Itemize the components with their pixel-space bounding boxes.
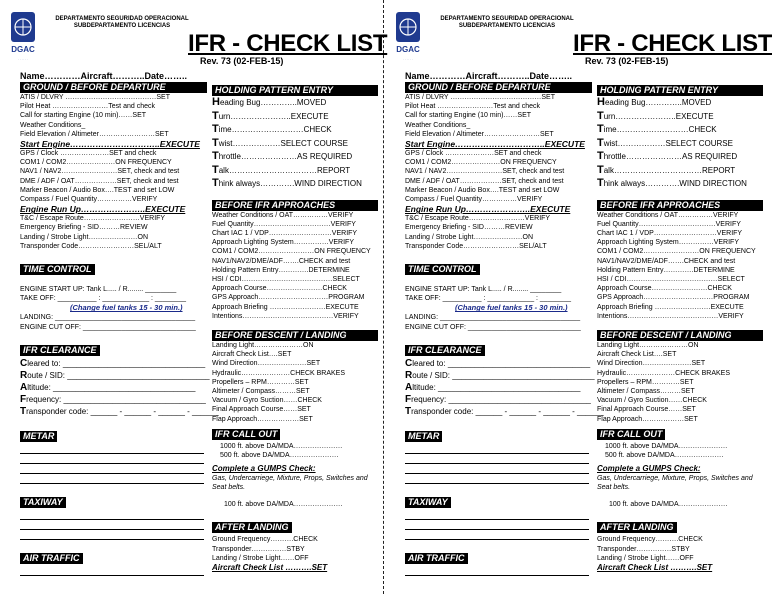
- checklist-item: Fuel Quantity……………………………VERIFY: [212, 220, 356, 228]
- mnemonic-item: [212, 150, 378, 164]
- mnemonic-item: [405, 369, 595, 382]
- mnemonic-text: alk……………………………REPORT: [603, 165, 736, 175]
- checklist-item: Fuel Quantity……………………………VERIFY: [597, 220, 741, 228]
- checklist-item: T&C / Escape Route……………………VERIFY: [405, 215, 551, 223]
- section-holding-pattern: HOLDING PATTERN ENTRY: [212, 85, 378, 96]
- code-separator: -: [538, 406, 541, 416]
- checklist-item: Altimeter / Compass………SET: [212, 387, 310, 395]
- checklist-item: Holding Pattern Entry………….DETERMINE: [212, 266, 350, 274]
- checklist-item: COM1 / COM2……………………ON FREQUENCY: [212, 248, 371, 256]
- section-air-traffic: AIR TRAFFIC: [405, 553, 468, 564]
- clearance-items: [20, 357, 219, 418]
- checklist-copy-right: [385, 0, 772, 594]
- checklist-item: Approach Briefing ……………………EXECUTE: [212, 303, 359, 311]
- run-up-heading: Engine Run Up…………………..EXECUTE: [20, 204, 186, 215]
- engine-start-line: ENGINE START UP: Tank L..... / R........ ________: [405, 286, 562, 294]
- checklist-item: Wind Direction…………………SET: [597, 360, 706, 368]
- fill-line: ________________________________: [61, 394, 206, 404]
- checklist-item: GPS / Clock …………………SET and check: [20, 150, 157, 158]
- checklist-item: Chart IAC 1 / VDP………………………VERIFY: [212, 229, 358, 237]
- checklist-item: Approach Briefing ……………………EXECUTE: [597, 303, 744, 311]
- revision-label: Rev. 73 (02-FEB-15): [200, 56, 284, 66]
- fill-line: ________________________________: [450, 370, 595, 380]
- engine-start-line: ENGINE START UP: Tank L..... / R........ ________: [20, 286, 177, 294]
- checklist-item: Approach Lighting System……………VERIFY: [212, 239, 354, 247]
- left-column: [405, 71, 604, 576]
- callout-items: [597, 442, 763, 460]
- mnemonic-text: requency:: [26, 394, 62, 404]
- section-ifr-clearance: IFR CLEARANCE: [405, 345, 485, 356]
- runup-items: [20, 214, 207, 251]
- section-time-control: TIME CONTROL: [405, 264, 480, 275]
- mnemonic-text: ime………………………CHECK: [218, 125, 332, 134]
- checklist-item: Transponder Code……………………SEL/ALT: [405, 242, 547, 250]
- checklist-item: Holding Pattern Entry………….DETERMINE: [597, 266, 735, 274]
- checklist-item: Compass / Fuel Quantity……………VERIFY: [405, 196, 543, 204]
- section-taxiway: TAXIWAY: [20, 497, 66, 508]
- mnemonic-item: Transponder code: ______ - ______ - ______ - ______: [20, 405, 219, 417]
- section-taxiway: TAXIWAY: [405, 497, 451, 508]
- mnemonic-item: [597, 164, 763, 178]
- mnemonic-item: [20, 382, 207, 394]
- section-before-descent: BEFORE DESCENT / LANDING: [597, 330, 763, 341]
- code-separator: -: [187, 406, 190, 416]
- mnemonic-item: [597, 123, 763, 137]
- runup-items: [405, 214, 592, 251]
- callout-100ft: 100 ft. above DA/MDA…………………: [224, 501, 343, 509]
- department-header: [427, 16, 587, 30]
- checklist-item: COM1 / COM2…………………ON FREQUENCY: [405, 159, 557, 167]
- mnemonic-letter: T: [212, 136, 219, 149]
- section-ifr-callout: IFR CALL OUT: [212, 429, 280, 440]
- name-aircraft-date-line: Name…………Aircraft………..Date……..: [20, 71, 188, 81]
- dgac-logo: [393, 10, 423, 64]
- checklist-item: ATIS / DLVRY …………………………………SET: [20, 94, 171, 101]
- mnemonic-text: ltitude:: [412, 382, 436, 392]
- section-air-traffic: AIR TRAFFIC: [20, 553, 83, 564]
- fuel-tank-note: (Change fuel tanks 15 - 30 min.): [70, 303, 183, 313]
- fuel-tank-note: (Change fuel tanks 15 - 30 min.): [455, 303, 568, 313]
- checklist-item: Vacuum / Gyro Suction……CHECK: [597, 397, 707, 405]
- mnemonic-text: hrottle…………………AS REQUIRED: [603, 152, 738, 161]
- mnemonic-item: [597, 137, 763, 151]
- checklist-item: 1000 ft. above DA/MDA…………………: [605, 442, 728, 450]
- svg-text:DGAC: DGAC: [396, 45, 420, 54]
- mnemonic-item: [20, 394, 207, 406]
- section-before-descent: BEFORE DESCENT / LANDING: [212, 330, 378, 341]
- checklist-item: Landing / Strobe Light……OFF: [597, 554, 694, 562]
- mnemonic-letter: H: [597, 96, 605, 108]
- mnemonic-item: Transponder code: ______ - ______ - ______ - ______: [405, 405, 604, 417]
- checklist-item: Landing / Strobe Light……OFF: [212, 554, 309, 562]
- department-name: DEPARTAMENTO SEGURIDAD OPERACIONAL: [55, 16, 189, 22]
- fill-line: ________________________________: [60, 358, 206, 368]
- fill-line: ________________________________: [50, 382, 196, 392]
- checklist-item: Flap Approach………………SET: [597, 415, 698, 423]
- final-checklist-line: Aircraft Check List ……….SET: [597, 562, 713, 572]
- mnemonic-letter: T: [405, 405, 412, 417]
- checklist-item: Intentions…………………………………VERIFY: [597, 312, 744, 320]
- checklist-item: HSI / CDI…………………………………SELECT: [597, 275, 745, 283]
- mnemonic-item: [212, 96, 378, 110]
- section-time-control: TIME CONTROL: [20, 264, 95, 275]
- checklist-item: Propellers – RPM…………SET: [597, 378, 694, 386]
- checklist-item: Flap Approach………………SET: [212, 415, 313, 423]
- mnemonic-letter: H: [212, 96, 220, 108]
- code-separator: -: [504, 406, 508, 416]
- approach-items: [597, 211, 763, 321]
- svg-text:· · · · · ·: · · · · · ·: [17, 57, 29, 61]
- mnemonic-text: ime………………………CHECK: [603, 125, 717, 134]
- after-landing-items: [212, 535, 378, 563]
- checklist-item: Ground Frequency……….CHECK: [212, 536, 318, 544]
- checklist-item: NAV1/NAV2/DME/ADF…….CHECK and test: [597, 257, 736, 265]
- mnemonic-letter: R: [405, 369, 413, 381]
- subdepartment-name: SUBDEPARTAMENTO LICENCIAS: [458, 23, 556, 29]
- checklist-item: Wind Direction…………………SET: [212, 360, 321, 368]
- checklist-item: Propellers – RPM…………SET: [212, 378, 309, 386]
- mnemonic-letter: A: [405, 381, 413, 393]
- mnemonic-letter: C: [405, 357, 413, 369]
- checklist-item: HSI / CDI…………………………………SELECT: [212, 275, 360, 283]
- mnemonic-item: [212, 110, 378, 124]
- section-metar: METAR: [405, 431, 442, 442]
- approach-items: [212, 211, 378, 321]
- checklist-item: Pilot Heat ……………………Test and check: [405, 103, 540, 111]
- checklist-item: Transponder Code……………………SEL/ALT: [20, 242, 162, 250]
- ground-items: [405, 93, 592, 139]
- checklist-item: 500 ft. above DA/MDA…………………: [605, 451, 724, 459]
- checklist-item: DME / ADF / OAT………………SET, check and test: [405, 177, 564, 185]
- callout-items: [212, 442, 378, 460]
- takeoff-line: TAKE OFF: __________ : ____________ : ________: [20, 295, 187, 303]
- left-column: [20, 71, 219, 576]
- code-separator: -: [572, 406, 575, 416]
- checklist-item: Weather Conditions_: [20, 121, 86, 129]
- start-engine-heading: Start Engine…………………………..EXECUTE: [20, 139, 200, 150]
- checklist-item: Landing Light…………………ON: [212, 341, 314, 349]
- mnemonic-letter: T: [597, 109, 604, 122]
- holding-items: [212, 96, 378, 191]
- checklist-item: NAV1 / NAV2……………………SET, check and test: [20, 168, 180, 176]
- section-holding-pattern: HOLDING PATTERN ENTRY: [597, 85, 763, 96]
- cutoff-line: ENGINE CUT OFF: _____________________________: [405, 323, 581, 331]
- mnemonic-text: ransponder code:: [411, 406, 474, 416]
- gumps-heading: Complete a GUMPS Check:: [212, 464, 316, 474]
- section-before-approaches: BEFORE IFR APPROACHES: [212, 200, 378, 211]
- checklist-item: Transponder……………STBY: [212, 545, 305, 553]
- checklist-item: Final Approach Course……SET: [597, 406, 696, 414]
- department-name: DEPARTAMENTO SEGURIDAD OPERACIONAL: [440, 16, 574, 22]
- mnemonic-letter: T: [212, 177, 219, 189]
- checklist-item: DME / ADF / OAT………………SET, check and test: [20, 177, 179, 185]
- mnemonic-text: oute / SID:: [412, 370, 451, 380]
- checklist-item: Approach Course……………………CHECK: [212, 285, 347, 293]
- mnemonic-text: leared to:: [27, 358, 61, 368]
- checklist-item: Approach Course……………………CHECK: [597, 285, 732, 293]
- start-items: [405, 149, 592, 204]
- gumps-text: Gas, Undercarriege, Mixture, Props, Switches and Seat belts.: [597, 475, 753, 492]
- checklist-item: Field Elevation / Altimeter……………………SET: [20, 130, 169, 138]
- mnemonic-item: [212, 164, 378, 178]
- svg-text:DGAC: DGAC: [11, 45, 35, 54]
- checklist-item: Approach Lighting System……………VERIFY: [597, 239, 739, 247]
- mnemonic-text: hink always………….WIND DIRECTION: [603, 179, 747, 188]
- run-up-heading: Engine Run Up…………………..EXECUTE: [405, 204, 571, 215]
- checklist-item: GPS Approach…………………………PROGRAM: [597, 294, 750, 302]
- clearance-items: [405, 357, 604, 418]
- checklist-item: COM1 / COM2……………………ON FREQUENCY: [597, 248, 756, 256]
- section-ifr-callout: IFR CALL OUT: [597, 429, 665, 440]
- mnemonic-text: wist………………SELECT COURSE: [603, 138, 733, 148]
- checklist-item: 1000 ft. above DA/MDA…………………: [220, 442, 343, 450]
- revision-label: Rev. 73 (02-FEB-15): [585, 56, 669, 66]
- section-ground: GROUND / BEFORE DEPARTURE: [405, 82, 592, 93]
- final-checklist-line: Aircraft Check List ……….SET: [212, 562, 328, 572]
- checklist-item: ATIS / DLVRY …………………………………SET: [405, 94, 556, 101]
- section-ifr-clearance: IFR CLEARANCE: [20, 345, 100, 356]
- mnemonic-item: [597, 96, 763, 110]
- checklist-item: Landing / Strobe Light…………………ON: [405, 233, 533, 241]
- mnemonic-text: urn…………………..EXECUTE: [218, 111, 329, 121]
- checklist-item: Transponder……………STBY: [597, 545, 690, 553]
- mnemonic-item: [20, 369, 210, 382]
- mnemonic-letter: T: [597, 163, 604, 176]
- fill-line: ________________________________: [446, 394, 591, 404]
- page-title: IFR - CHECK LIST: [188, 30, 388, 57]
- checklist-item: Landing Light…………………ON: [597, 341, 699, 349]
- subdepartment-name: SUBDEPARTAMENTO LICENCIAS: [73, 23, 171, 29]
- right-column: [597, 84, 763, 573]
- checklist-item: Call for starting Engine (10 min)……SET: [405, 112, 532, 120]
- mnemonic-letter: T: [597, 136, 604, 149]
- mnemonic-text: urn…………………..EXECUTE: [603, 111, 714, 121]
- checklist-item: Vacuum / Gyro Suction……CHECK: [212, 397, 322, 405]
- mnemonic-letter: T: [597, 123, 604, 135]
- mnemonic-letter: T: [597, 177, 604, 189]
- section-ground: GROUND / BEFORE DEPARTURE: [20, 82, 207, 93]
- mnemonic-item: [597, 110, 763, 124]
- checklist-item: Hydraulic…………………CHECK BRAKES: [212, 369, 346, 377]
- checklist-item: COM1 / COM2…………………ON FREQUENCY: [20, 159, 172, 167]
- checklist-item: Emergency Briefing - SID………REVIEW: [405, 224, 533, 232]
- mnemonic-text: wist………………SELECT COURSE: [218, 138, 348, 148]
- mnemonic-text: ltitude:: [27, 382, 51, 392]
- mnemonic-text: hrottle…………………AS REQUIRED: [218, 152, 353, 161]
- mnemonic-letter: T: [212, 123, 219, 135]
- checklist-item: GPS / Clock …………………SET and check: [405, 150, 542, 158]
- department-header: [42, 16, 202, 30]
- section-before-approaches: BEFORE IFR APPROACHES: [597, 200, 763, 211]
- name-aircraft-date-line: Name…………Aircraft………..Date……..: [405, 71, 573, 81]
- fill-line: ________________________________: [445, 358, 591, 368]
- mnemonic-item: [597, 150, 763, 164]
- mnemonic-letter: R: [20, 369, 28, 381]
- mnemonic-letter: T: [212, 150, 219, 162]
- checklist-item: Field Elevation / Altimeter……………………SET: [405, 130, 554, 138]
- after-landing-items: [597, 535, 763, 563]
- mnemonic-letter: T: [597, 150, 604, 162]
- mnemonic-text: eading Bug…………..MOVED: [604, 98, 712, 107]
- gumps-text: Gas, Undercarriege, Mixture, Props, Switches and Seat belts.: [212, 475, 368, 492]
- section-after-landing: AFTER LANDING: [597, 522, 677, 533]
- checklist-item: Marker Beacon / Audio Box….TEST and set LOW: [20, 186, 175, 194]
- checklist-item: Weather Conditions / OAT……………VERIFY: [597, 211, 739, 219]
- callout-100ft: 100 ft. above DA/MDA…………………: [609, 501, 728, 509]
- checklist-item: Weather Conditions / OAT……………VERIFY: [212, 211, 354, 219]
- fill-line: ________________________________: [435, 382, 581, 392]
- mnemonic-text: hink always………….WIND DIRECTION: [218, 179, 362, 188]
- descent-items: [212, 341, 378, 424]
- mnemonic-item: [212, 123, 378, 137]
- checklist-item: T&C / Escape Route……………………VERIFY: [20, 215, 166, 223]
- mnemonic-letter: T: [212, 109, 219, 122]
- mnemonic-letter: A: [20, 381, 28, 393]
- checklist-item: Emergency Briefing - SID………REVIEW: [20, 224, 148, 232]
- mnemonic-text: oute / SID:: [27, 370, 66, 380]
- checklist-item: Aircraft Check List….SET: [597, 351, 677, 359]
- cutoff-line: ENGINE CUT OFF: _____________________________: [20, 323, 196, 331]
- checklist-item: Final Approach Course……SET: [212, 406, 311, 414]
- mnemonic-text: alk……………………………REPORT: [218, 165, 351, 175]
- checklist-item: Pilot Heat ……………………Test and check: [20, 103, 155, 111]
- section-after-landing: AFTER LANDING: [212, 522, 292, 533]
- descent-items: [597, 341, 763, 424]
- mnemonic-letter: T: [20, 405, 27, 417]
- checklist-item: Aircraft Check List….SET: [212, 351, 292, 359]
- checklist-item: Hydraulic…………………CHECK BRAKES: [597, 369, 731, 377]
- mnemonic-text: leared to:: [412, 358, 446, 368]
- takeoff-line: TAKE OFF: __________ : ____________ : ________: [405, 295, 572, 303]
- mnemonic-text: requency:: [411, 394, 447, 404]
- checklist-item: Intentions…………………………………VERIFY: [212, 312, 359, 320]
- start-items: [20, 149, 207, 204]
- checklist-item: NAV1/NAV2/DME/ADF…….CHECK and test: [212, 257, 351, 265]
- ground-items: [20, 93, 207, 139]
- mnemonic-letter: T: [212, 163, 219, 176]
- right-column: [212, 84, 378, 573]
- code-separator: -: [119, 406, 123, 416]
- fill-line: ______: [473, 406, 505, 416]
- checklist-item: Call for starting Engine (10 min)……SET: [20, 112, 147, 120]
- mnemonic-item: [212, 137, 378, 151]
- mnemonic-text: ransponder code:: [26, 406, 89, 416]
- mnemonic-item: [212, 177, 378, 191]
- landing-line: LANDING: ____________________________________: [20, 314, 196, 322]
- checklist-item: Compass / Fuel Quantity……………VERIFY: [20, 196, 158, 204]
- mnemonic-item: [20, 358, 207, 370]
- checklist-item: Chart IAC 1 / VDP………………………VERIFY: [597, 229, 743, 237]
- checklist-item: Landing / Strobe Light…………………ON: [20, 233, 148, 241]
- mnemonic-item: [405, 358, 592, 370]
- holding-items: [597, 96, 763, 191]
- mnemonic-item: [597, 177, 763, 191]
- checklist-item: GPS Approach…………………………PROGRAM: [212, 294, 365, 302]
- checklist-item: Weather Conditions_: [405, 121, 471, 129]
- checklist-item: NAV1 / NAV2……………………SET, check and test: [405, 168, 565, 176]
- mnemonic-letter: F: [20, 393, 27, 405]
- dgac-logo: [8, 10, 38, 64]
- section-metar: METAR: [20, 431, 57, 442]
- checklist-item: Altimeter / Compass………SET: [597, 387, 695, 395]
- mnemonic-letter: F: [405, 393, 412, 405]
- mnemonic-letter: C: [20, 357, 28, 369]
- checklist-item: Ground Frequency……….CHECK: [597, 536, 703, 544]
- gumps-heading: Complete a GUMPS Check:: [597, 464, 701, 474]
- mnemonic-item: [405, 382, 592, 394]
- code-separator: -: [153, 406, 156, 416]
- checklist-item: 500 ft. above DA/MDA…………………: [220, 451, 339, 459]
- start-engine-heading: Start Engine…………………………..EXECUTE: [405, 139, 585, 150]
- mnemonic-text: eading Bug…………..MOVED: [219, 98, 327, 107]
- checklist-item: Marker Beacon / Audio Box….TEST and set LOW: [405, 186, 560, 194]
- landing-line: LANDING: ____________________________________: [405, 314, 581, 322]
- svg-text:· · · · · ·: · · · · · ·: [402, 57, 414, 61]
- fill-line: ________________________________: [65, 370, 210, 380]
- page-title: IFR - CHECK LIST: [573, 30, 772, 57]
- fill-line: ______: [88, 406, 120, 416]
- mnemonic-item: [405, 394, 592, 406]
